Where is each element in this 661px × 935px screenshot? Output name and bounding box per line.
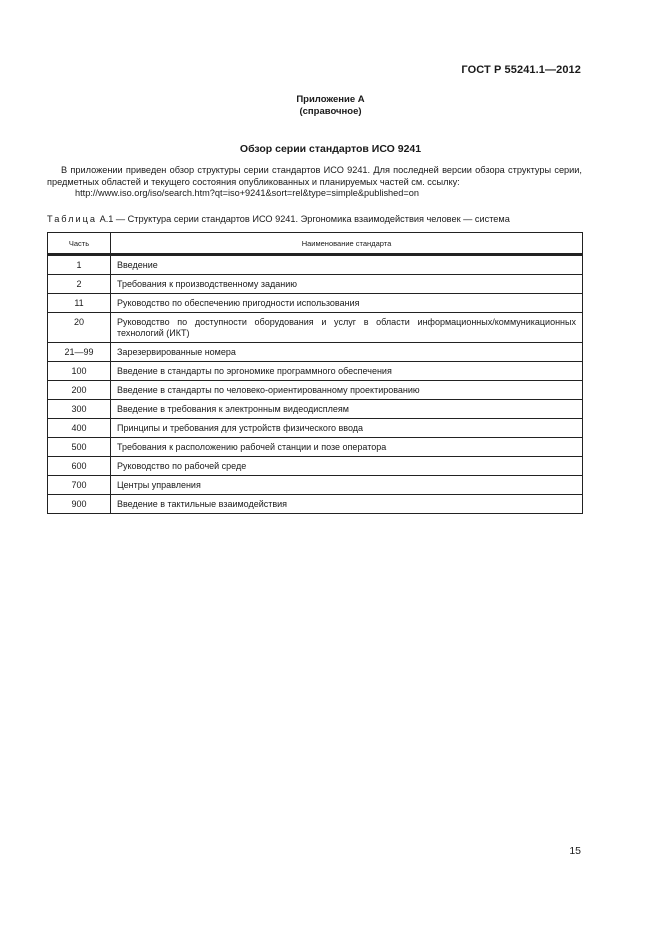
table-row — [48, 400, 583, 419]
table-body — [48, 255, 583, 514]
table-row — [48, 457, 583, 476]
standard-name: Требования к производственному заданию — [111, 275, 583, 294]
table-row — [48, 438, 583, 457]
part-number: 100 — [48, 362, 111, 381]
page-number: 15 — [569, 845, 581, 857]
standard-name: Руководство по доступности оборудования и услуг в области информационных/коммуникационных технологий (ИКТ) — [111, 313, 583, 343]
part-number: 500 — [48, 438, 111, 457]
intro-text — [47, 165, 582, 200]
table-row — [48, 362, 583, 381]
intro-paragraph: В приложении приведен обзор структуры серии стандартов ИСО 9241. Для последней версии обзора структуры серии, предметных областей и текущего состояния опубликованных и планируемых частей см. ссылку: — [47, 165, 582, 187]
part-number: 300 — [48, 400, 111, 419]
table-row — [48, 255, 583, 275]
standard-name: Введение в стандарты по человеко-ориентированному проектированию — [111, 381, 583, 400]
section-title: Обзор серии стандартов ИСО 9241 — [239, 143, 422, 155]
table-caption-label: Таблица — [47, 214, 98, 224]
annex-title: Приложение А — [296, 94, 365, 105]
standard-name: Введение в стандарты по эргономике программного обеспечения — [111, 362, 583, 381]
table-row — [48, 476, 583, 495]
part-number: 200 — [48, 381, 111, 400]
table-caption-text: А.1 — Структура серии стандартов ИСО 9241. Эргономика взаимодействия человек — система — [99, 214, 510, 224]
table-header-row — [48, 233, 583, 255]
reference-url: http://www.iso.org/iso/search.htm?qt=iso+9241&sort=rel&type=simple&published=on — [75, 188, 419, 198]
standard-name: Введение в требования к электронным видеодисплеям — [111, 400, 583, 419]
table-row — [48, 381, 583, 400]
table-row — [48, 275, 583, 294]
table-row — [48, 495, 583, 514]
document-code: ГОСТ Р 55241.1—2012 — [461, 64, 581, 76]
part-number: 11 — [48, 294, 111, 313]
part-number: 600 — [48, 457, 111, 476]
standard-name: Зарезервированные номера — [111, 343, 583, 362]
part-number: 700 — [48, 476, 111, 495]
standard-name: Введение в тактильные взаимодействия — [111, 495, 583, 514]
standard-name: Требования к расположению рабочей станции и позе оператора — [111, 438, 583, 457]
table-caption — [47, 214, 587, 224]
standard-name: Принципы и требования для устройств физического ввода — [111, 419, 583, 438]
table-row — [48, 294, 583, 313]
standard-name: Руководство по рабочей среде — [111, 457, 583, 476]
table-row — [48, 419, 583, 438]
annex-status: (справочное) — [299, 106, 362, 117]
table-row — [48, 343, 583, 362]
part-number: 900 — [48, 495, 111, 514]
table-row — [48, 313, 583, 343]
standard-name: Центры управления — [111, 476, 583, 495]
annex-heading — [0, 94, 661, 118]
part-number: 1 — [48, 255, 111, 275]
part-number: 2 — [48, 275, 111, 294]
part-number: 21—99 — [48, 343, 111, 362]
standard-name: Руководство по обеспечению пригодности использования — [111, 294, 583, 313]
standards-table — [47, 232, 583, 514]
header-part: Часть — [48, 233, 111, 255]
header-name: Наименование стандарта — [111, 233, 583, 255]
part-number: 20 — [48, 313, 111, 343]
part-number: 400 — [48, 419, 111, 438]
standard-name: Введение — [111, 255, 583, 275]
